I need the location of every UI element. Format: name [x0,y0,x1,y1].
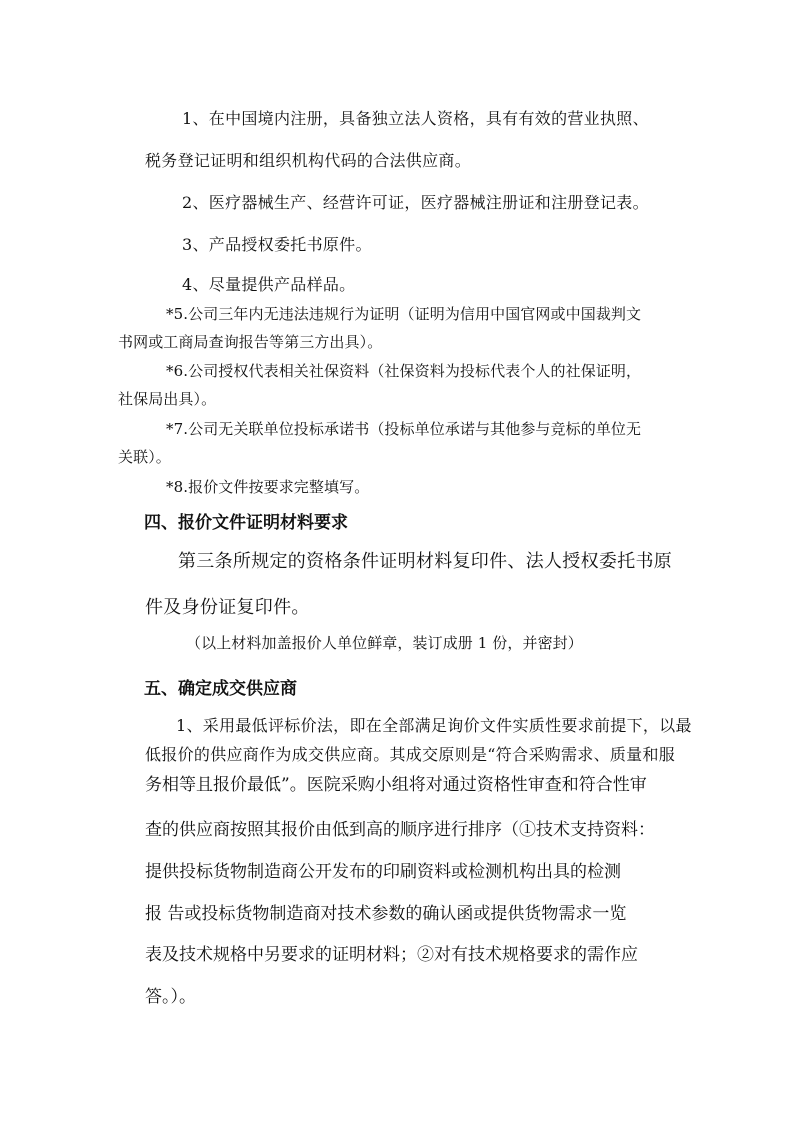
requirement-5-line-2: 书网或工商局查询报告等第三方出具）。 [118,333,383,351]
requirement-3: 3、产品授权委托书原件。 [182,235,372,254]
section-5-line-5: 提供投标货物制造商公开发布的印刷资料或检测机构出具的检测 [145,862,621,882]
requirement-1-line-2: 税务登记证明和组织机构代码的合法供应商。 [145,151,472,170]
requirement-2: 2、医疗器械生产、经营许可证，医疗器械注册证和注册登记表。 [182,193,649,212]
requirement-7-line-2: 关联）。 [118,448,171,466]
requirement-5-line-1: *5.公司三年内无违法违规行为证明（证明为信用中国官网或中国裁判文 [166,305,642,323]
requirement-6-line-1: *6.公司授权代表相关社保资料（社保资料为投标代表个人的社保证明， [166,362,642,380]
section-5-line-3: 务相等且报价最低”。医院采购小组将对通过资格性审查和符合性审 [145,775,647,795]
section-5-line-7: 表及技术规格中另要求的证明材料；②对有技术规格要求的需作应 [145,945,638,965]
section-5-heading: 五、确定成交供应商 [144,679,297,699]
requirement-4: 4、尽量提供产品样品。 [182,275,356,294]
requirement-6-line-2: 社保局出具）。 [118,390,217,408]
section-4-paragraph-line-1: 第三条所规定的资格条件证明材料复印件、法人授权委托书原 [178,551,673,572]
requirement-7-line-1: *7.公司无关联单位投标承诺书（投标单位承诺与其他参与竞标的单位无 [166,420,642,438]
section-5-line-8: 答。）。 [145,987,196,1007]
requirement-8: *8.报价文件按要求完整填写。 [166,478,370,496]
requirement-1-line-1: 1、在中国境内注册，具备独立法人资格，具有有效的营业执照、 [182,109,649,128]
section-5-line-4: 查的供应商按照其报价由低到高的顺序进行排序（①技术支持资料： [145,820,655,840]
section-5-line-6: 报 告或投标货物制造商对技术参数的确认函或提供货物需求一览 [145,904,627,924]
section-4-note: （以上材料加盖报价人单位鲜章，装订成册 1 份，并密封） [186,634,583,652]
section-4-heading: 四、报价文件证明材料要求 [144,513,348,533]
section-5-line-1: 1、采用最低评标价法，即在全部满足询价文件实质性要求前提下，以最 [176,716,692,735]
section-4-paragraph-line-2: 件及身份证复印件。 [145,597,310,618]
section-5-line-2: 低报价的供应商作为成交供应商。其成交原则是“符合采购需求、质量和服 [145,745,676,764]
